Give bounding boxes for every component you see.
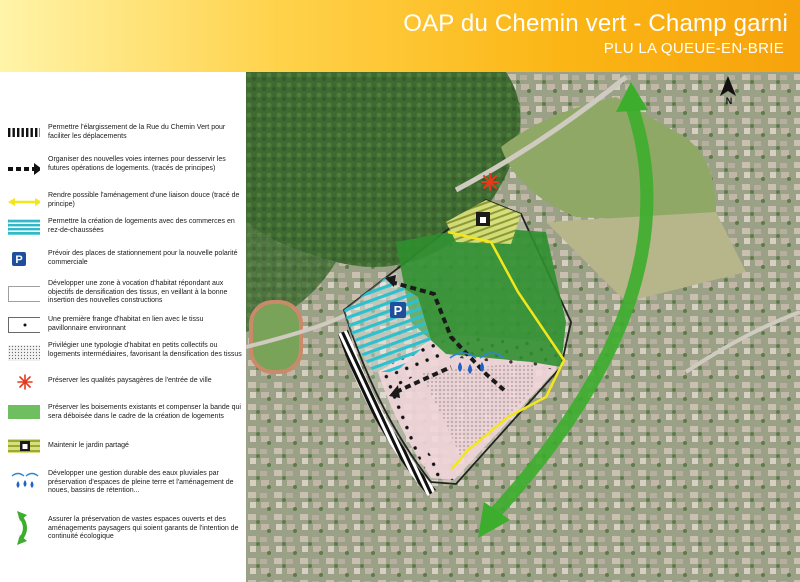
legend-text: Organiser des nouvelles voies internes pour desservir les futures opérations de logements. (tracés de principes): [48, 156, 226, 172]
page-subtitle: PLU LA QUEUE-EN-BRIE: [603, 40, 784, 57]
legend-text: Assurer la préservation de vastes espaces ouverts et des aménagements paysagers qui soient garants de l'intention de continuité écologique: [48, 516, 239, 540]
green-curved-arrow-icon: [8, 510, 40, 546]
legend-item-small-collectives: [0, 338, 246, 368]
legend-text: Développer une gestion durable des eaux pluviales par préservation d'espaces de pleine terre et l'aménagement de noues, bassins de rétention...: [48, 470, 234, 494]
sports-field: [251, 302, 301, 372]
legend-item-continuity: [0, 508, 246, 548]
legend-text: Permettre l'élargissement de la Rue du Chemin Vert pour faciliter les déplacements: [48, 124, 226, 140]
legend-item-commerce: [0, 216, 246, 240]
legend-text: Développer une zone à vocation d'habitat répondant aux objectifs de densification des tissus, en veillant à la bonne insertion des nouvelles constructions: [48, 280, 228, 304]
legend-item-landscape: [0, 372, 246, 392]
road-widening-hatch-icon: [8, 128, 40, 137]
legend-panel: [0, 72, 246, 582]
empty-zone-icon: [8, 286, 40, 302]
legend-item-road-widening: [0, 120, 246, 144]
fine-dots-icon: [8, 345, 40, 361]
legend-item-housing-zone: [0, 278, 246, 312]
legend-text: Préserver les boisements existants et compenser la bande qui sera déboisée dans le cadre de la création de logements: [48, 404, 241, 420]
legend-text: Préserver les qualités paysagères de l'entrée de ville: [48, 377, 212, 384]
blue-stripes-icon: [8, 219, 40, 235]
yellow-double-arrow-icon: [8, 197, 40, 207]
dot-frame-icon: [8, 317, 40, 333]
legend-item-internal-roads: [0, 152, 246, 186]
legend-item-first-fringe: [0, 314, 246, 336]
legend-item-woodland: [0, 402, 246, 436]
red-star-icon: [482, 174, 498, 190]
page-title: OAP du Chemin vert - Champ garni: [403, 10, 788, 37]
red-star-icon: [8, 374, 40, 390]
header-banner: [0, 0, 800, 72]
legend-item-parking: [0, 248, 246, 272]
svg-text:N: N: [725, 96, 733, 106]
legend-text: Maintenir le jardin partagé: [48, 442, 129, 449]
parking-icon: [8, 252, 40, 266]
aerial-map: [246, 72, 800, 582]
green-block-icon: [8, 405, 40, 419]
legend-text: Privilégier une typologie d'habitat en petits collectifs ou logements intermédiaires, favorisant la densification des tissus: [48, 342, 242, 358]
garden-icon: [8, 439, 40, 453]
legend-item-soft-link: [0, 190, 246, 214]
svg-text:P: P: [15, 254, 23, 266]
legend-text: Prévoir des places de stationnement pour la nouvelle polarité commerciale: [48, 250, 238, 266]
legend-item-water: [0, 468, 246, 502]
water-drops-icon: [8, 472, 40, 492]
parking-label: P: [393, 303, 403, 318]
legend-text: Rendre possible l'aménagement d'une liaison douce (tracé de principe): [48, 192, 240, 208]
legend-text: Permettre la création de logements avec des commerces en rez-de-chaussées: [48, 218, 235, 234]
legend-text: Une première frange d'habitat en lien avec le tissu pavillonnaire environnant: [48, 316, 204, 332]
legend-item-garden: [0, 438, 246, 456]
dashed-arrow-icon: [8, 163, 40, 175]
